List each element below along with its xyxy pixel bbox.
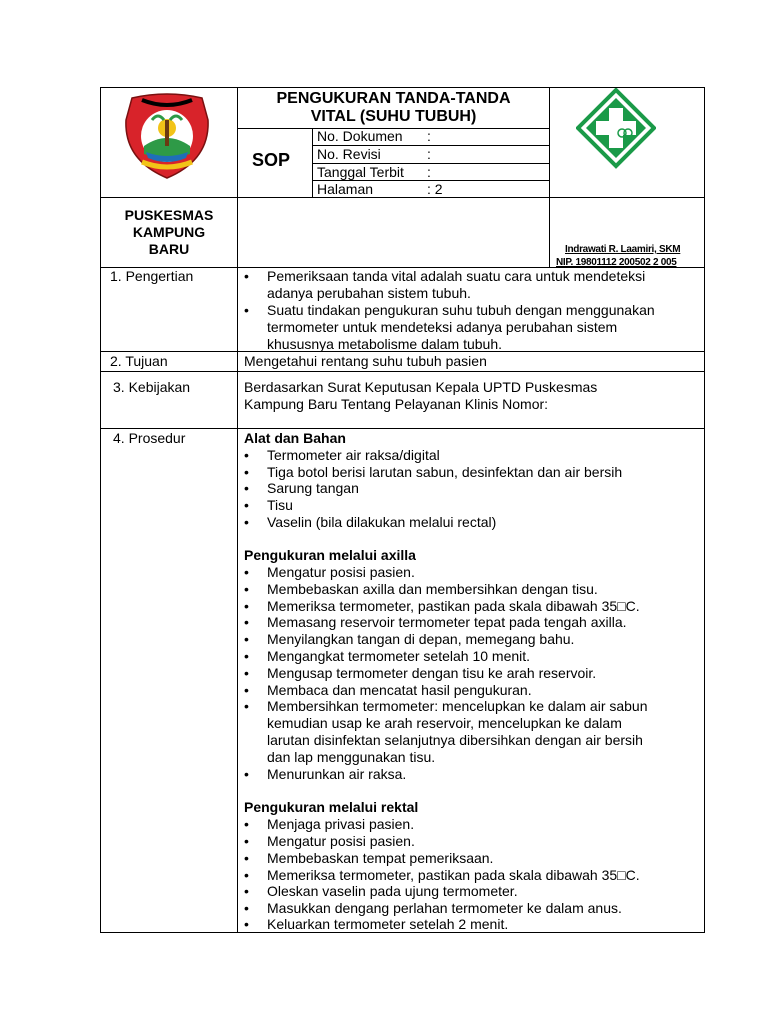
section-label-pengertian: 1. Pengertian xyxy=(110,268,194,284)
meta-no-revisi-label: No. Revisi xyxy=(317,146,381,162)
puskesmas-logo xyxy=(576,88,656,174)
bullet-line: kemudian usap ke arah reservoir, mencelupkan ke dalam xyxy=(267,715,622,731)
meta-no-revisi-value: : xyxy=(427,146,431,162)
list-item: • Tisu xyxy=(267,497,293,514)
emblem-shield-icon xyxy=(122,90,212,182)
bullet-line: dan lap menggunakan tisu. xyxy=(267,749,436,765)
list-item: • Mengatur posisi pasien. xyxy=(267,833,415,850)
tujuan-text: Mengetahui rentang suhu tubuh pasien xyxy=(244,353,487,369)
puskesmas-cross-icon xyxy=(576,88,656,174)
org-line-1: PUSKESMAS xyxy=(124,207,214,223)
grid-line xyxy=(100,197,705,198)
list-item: • Mengatur posisi pasien. xyxy=(267,564,415,581)
grid-line xyxy=(237,87,238,933)
sop-label: SOP xyxy=(252,150,291,170)
list-item xyxy=(267,302,696,353)
list-item: • Memeriksa termometer, pastikan pada skala dibawah 35□C. xyxy=(267,867,640,884)
section-label-kebijakan: 3. Kebijakan xyxy=(113,379,191,395)
list-item: • Sarung tangan xyxy=(267,480,359,497)
list-item xyxy=(267,268,696,302)
meta-no-dokumen-label: No. Dokumen xyxy=(317,128,403,144)
list-item: • Membaca dan mencatat hasil pengukuran. xyxy=(267,682,532,699)
meta-tanggal-terbit-value: : xyxy=(427,164,431,180)
document-title xyxy=(238,90,549,126)
section-label-prosedur: 4. Prosedur xyxy=(113,430,186,446)
list-item xyxy=(267,698,696,766)
list-item: • Menurunkan air raksa. xyxy=(267,766,406,783)
bullet-line: • Suatu tindakan pengukuran suhu tubuh dengan menggunakan xyxy=(267,302,655,318)
bullet-line: adanya perubahan sistem tubuh. xyxy=(267,285,471,301)
rektal-heading: Pengukuran melalui rektal xyxy=(244,799,419,815)
meta-halaman-label: Halaman xyxy=(317,181,374,197)
axilla-heading: Pengukuran melalui axilla xyxy=(244,547,416,563)
org-line-3: BARU xyxy=(148,241,190,257)
meta-halaman-value: : 2 xyxy=(427,181,443,197)
bullet-line: • Pemeriksaan tanda vital adalah suatu cara untuk mendeteksi xyxy=(267,268,646,284)
list-item: • Memasang reservoir termometer tepat pada tengah axilla. xyxy=(267,614,627,631)
regional-emblem-logo xyxy=(122,90,212,182)
bullet-line: • Membersihkan termometer: mencelupkan ke dalam air sabun xyxy=(267,698,648,714)
grid-line xyxy=(549,87,550,268)
title-line-1: PENGUKURAN TANDA-TANDA xyxy=(276,90,511,107)
meta-tanggal-terbit-label: Tanggal Terbit xyxy=(317,164,404,180)
list-item: • Tiga botol berisi larutan sabun, desinfektan dan air bersih xyxy=(267,464,622,481)
kebijakan-line-1: Berdasarkan Surat Keputusan Kepala UPTD Puskesmas xyxy=(244,379,598,395)
list-item: • Masukkan dengang perlahan termometer ke dalam anus. xyxy=(267,900,622,917)
list-item: • Memeriksa termometer, pastikan pada skala dibawah 35□C. xyxy=(267,598,640,615)
list-item: • Oleskan vaselin pada ujung termometer. xyxy=(267,883,518,900)
section-label-tujuan: 2. Tujuan xyxy=(110,353,168,369)
title-line-2: VITAL (SUHU TUBUH) xyxy=(310,108,477,125)
bullet-line: khususnya metabolisme dalam tubuh. xyxy=(267,336,503,352)
list-item: • Mengusap termometer dengan tisu ke arah reservoir. xyxy=(267,665,596,682)
list-item: • Membebaskan axilla dan membersihkan dengan tisu. xyxy=(267,581,598,598)
list-item: • Membebaskan tempat pemeriksaan. xyxy=(267,850,493,867)
signer-name: Indrawati R. Laamiri, SKM xyxy=(565,244,681,255)
org-line-2: KAMPUNG xyxy=(132,224,206,240)
meta-no-dokumen-value: : xyxy=(427,128,431,144)
organization-name xyxy=(101,207,237,258)
list-item: • Menjaga privasi pasien. xyxy=(267,816,414,833)
grid-line xyxy=(100,371,705,372)
list-item: • Keluarkan termometer setelah 2 menit. xyxy=(267,916,508,933)
bullet-line: larutan disinfektan selanjutnya dibersihkan dengan air bersih xyxy=(267,732,643,748)
list-item: • Vaselin (bila dilakukan melalui rectal) xyxy=(267,514,496,531)
alat-heading: Alat dan Bahan xyxy=(244,430,346,446)
grid-line xyxy=(704,87,705,933)
signer-nip: NIP. 19801112 200502 2 005 xyxy=(556,257,677,268)
list-item: • Menyilangkan tangan di depan, memegang bahu. xyxy=(267,631,574,648)
grid-line xyxy=(100,428,705,429)
bullet-line: termometer untuk mendeteksi adanya perubahan sistem xyxy=(267,319,618,335)
list-item: • Mengangkat termometer setelah 10 menit. xyxy=(267,648,530,665)
list-item: • Termometer air raksa/digital xyxy=(267,447,440,464)
kebijakan-line-2: Kampung Baru Tentang Pelayanan Klinis Nomor: xyxy=(244,396,549,412)
